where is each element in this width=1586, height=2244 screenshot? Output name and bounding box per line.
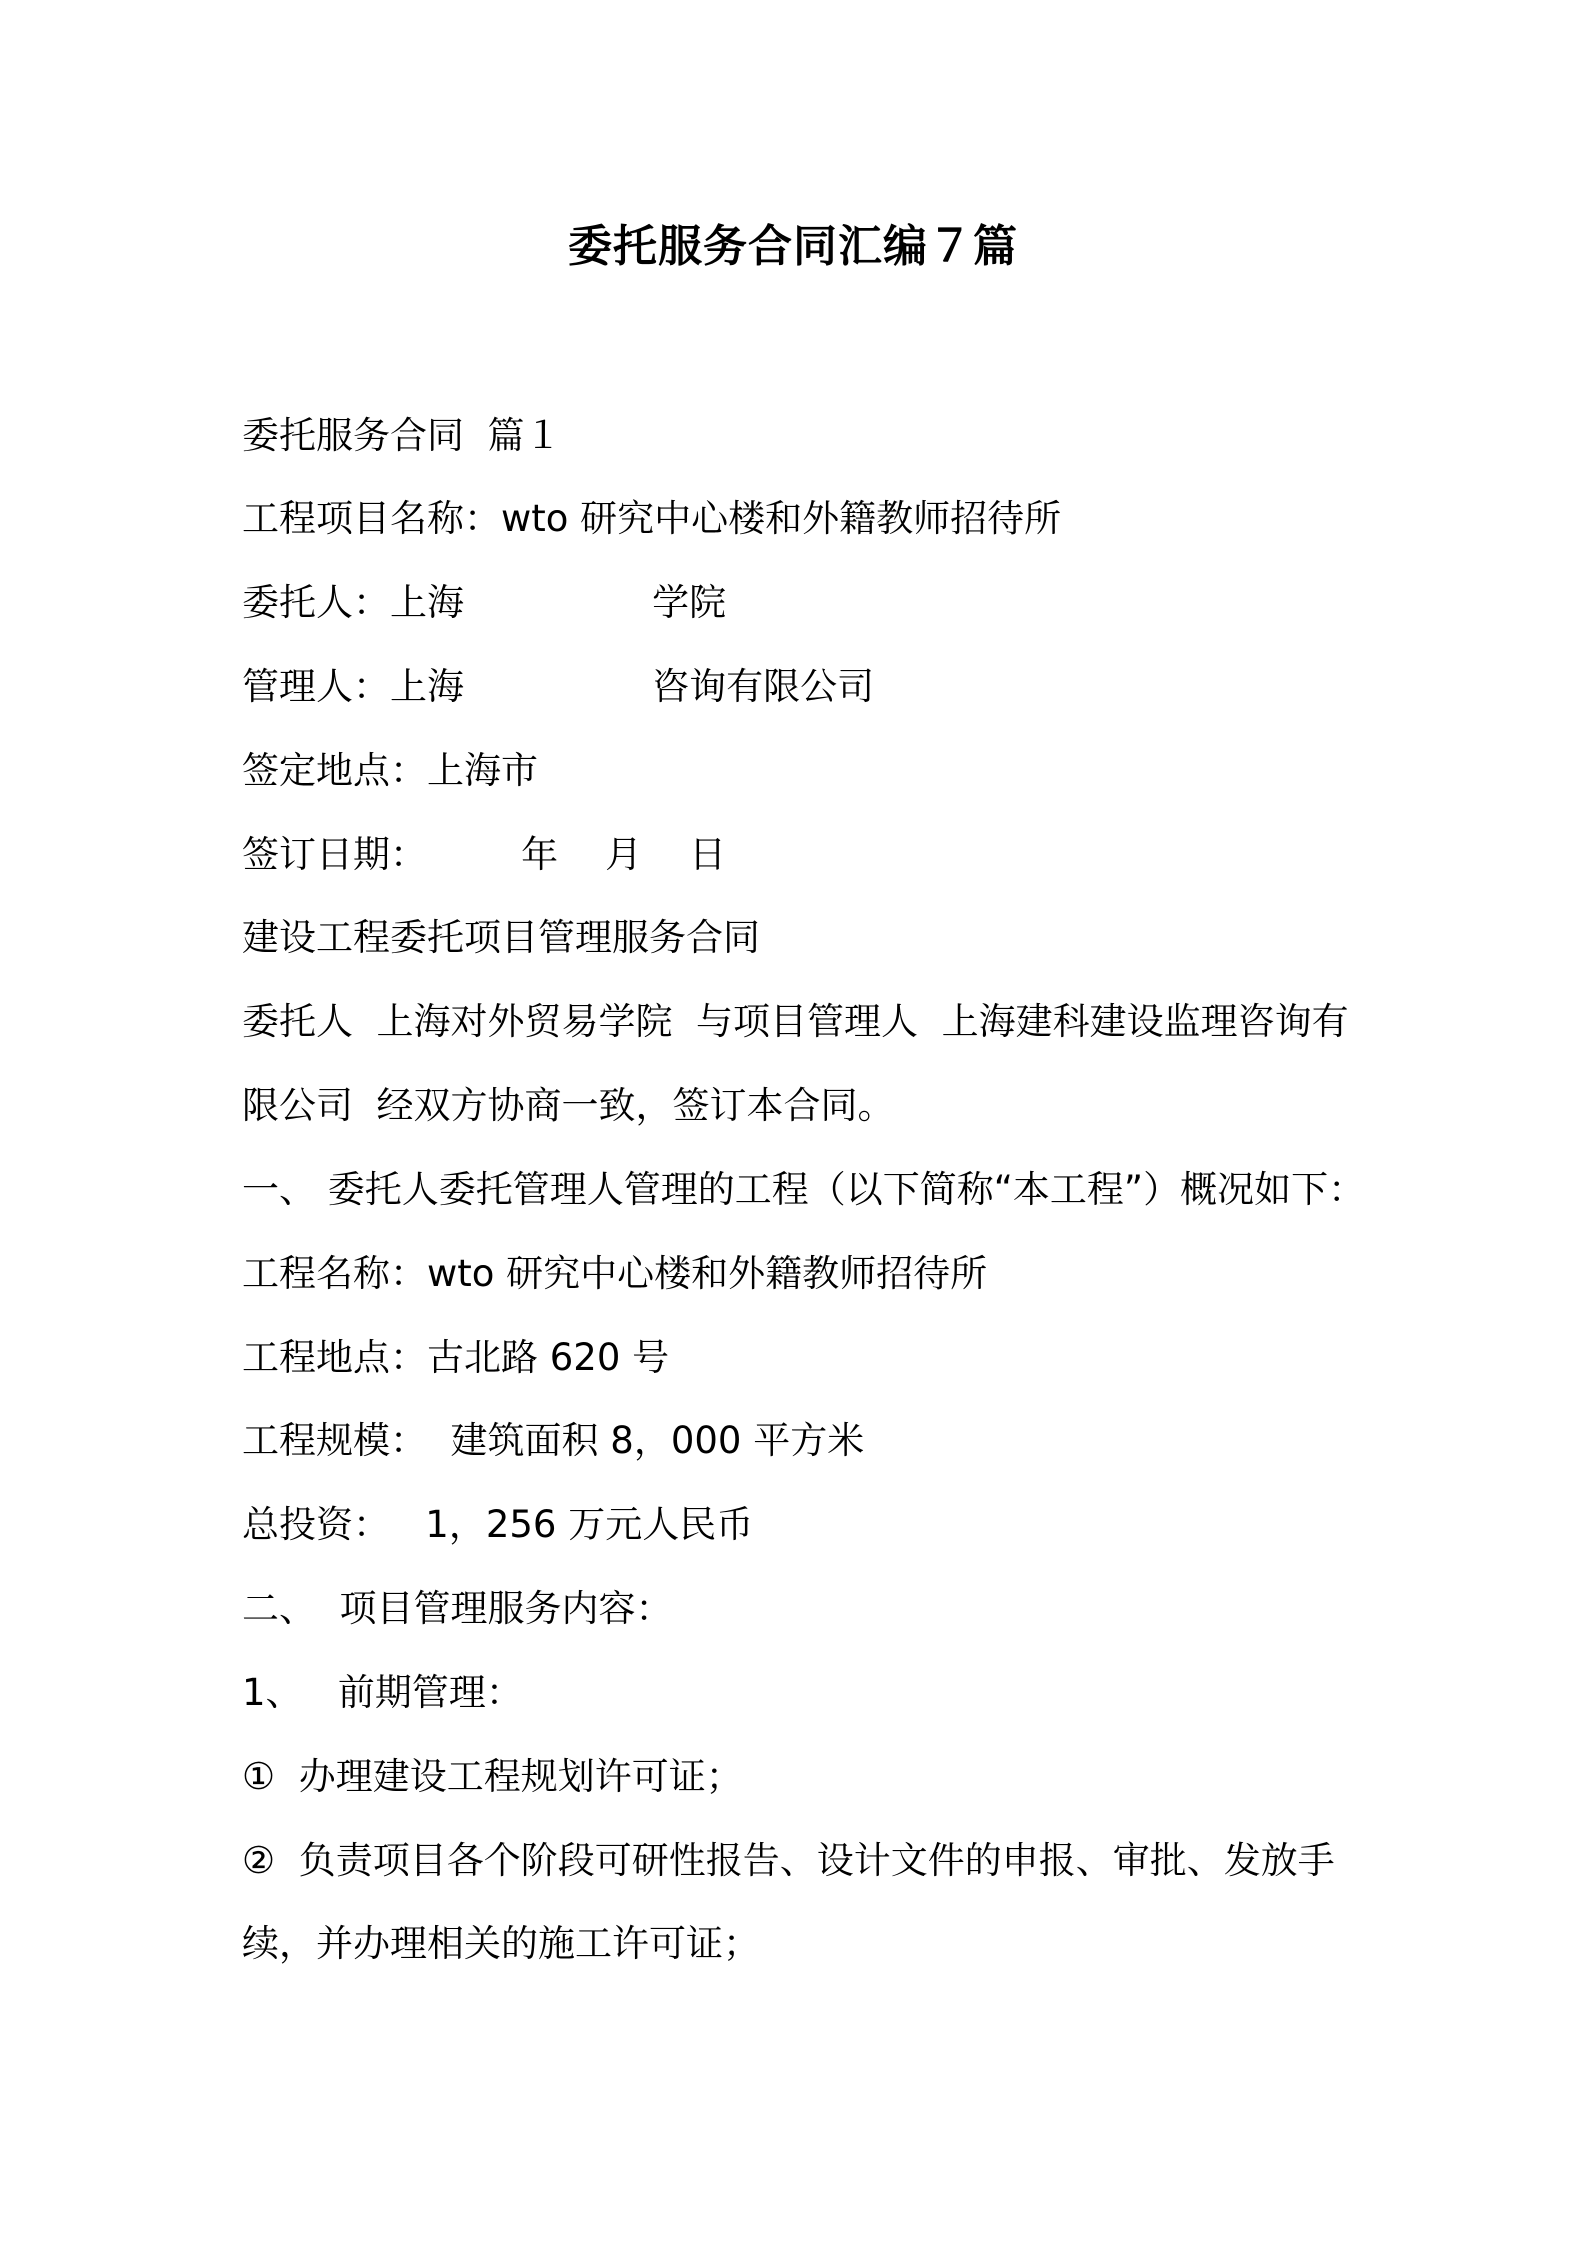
section-heading-1: 委托服务合同 篇１	[242, 414, 562, 457]
client-line: 委托人：上海 学院	[242, 581, 727, 624]
signing-place-line: 签定地点：上海市	[242, 749, 538, 792]
contract-subtitle: 建设工程委托项目管理服务合同	[242, 916, 760, 959]
project-location-line: 工程地点：古北路 620 号	[242, 1336, 670, 1379]
subsection-heading-1: 1、 前期管理：	[242, 1671, 523, 1714]
intro-paragraph-line-2: 限公司 经双方协商一致，签订本合同。	[242, 1084, 895, 1127]
project-title-line: 工程名称：wto 研究中心楼和外籍教师招待所	[242, 1252, 988, 1295]
section-one-heading: 一、 委托人委托管理人管理的工程（以下简称“本工程”）概况如下：	[242, 1168, 1366, 1211]
list-item-1: ① 办理建设工程规划许可证；	[242, 1755, 743, 1798]
list-item-2-line-2: 续，并办理相关的施工许可证；	[242, 1922, 760, 1965]
intro-paragraph-line-1: 委托人 上海对外贸易学院 与项目管理人 上海建科建设监理咨询有	[242, 1000, 1349, 1043]
manager-line: 管理人：上海 咨询有限公司	[242, 665, 875, 708]
list-item-2-line-1: ② 负责项目各个阶段可研性报告、设计文件的申报、审批、发放手	[242, 1839, 1335, 1882]
total-investment-line: 总投资： 1，256 万元人民币	[242, 1503, 754, 1546]
project-scale-line: 工程规模： 建筑面积 8，000 平方米	[242, 1419, 865, 1462]
project-name-line: 工程项目名称：wto 研究中心楼和外籍教师招待所	[242, 497, 1062, 540]
signing-date-line: 签订日期： 年 月 日	[242, 833, 727, 876]
document-title: 委托服务合同汇编７篇	[568, 221, 1018, 272]
section-two-heading: 二、 项目管理服务内容：	[242, 1587, 673, 1630]
